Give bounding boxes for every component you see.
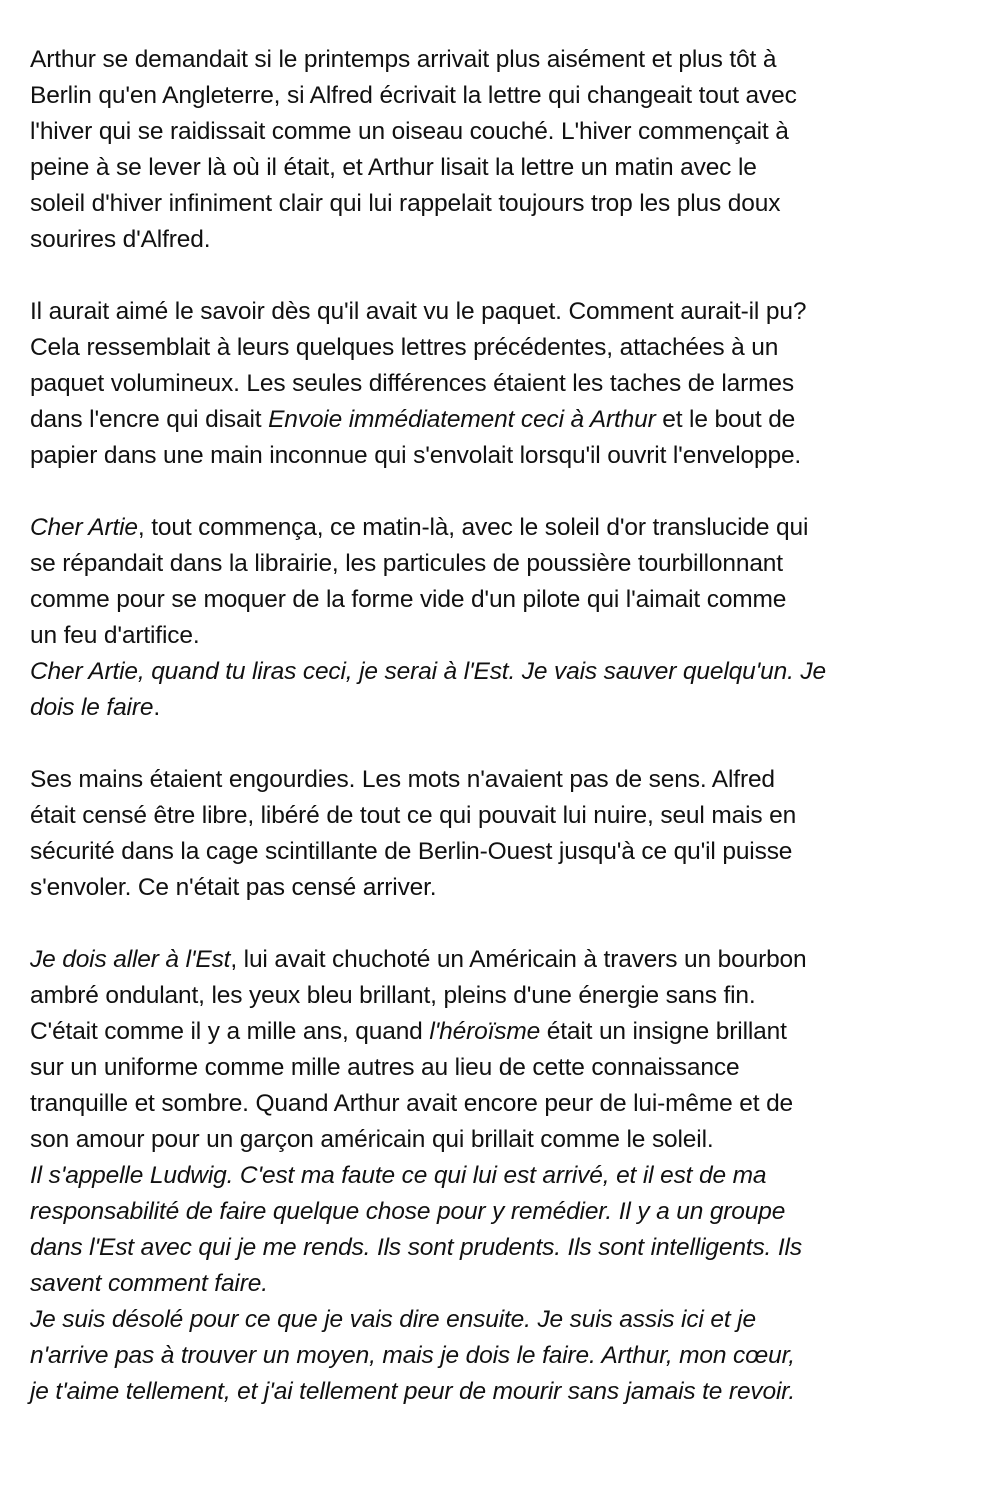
- paragraph-spacer: [30, 726, 975, 762]
- text-line: Berlin qu'en Angleterre, si Alfred écrivait la lettre qui changeait tout avec: [30, 82, 797, 109]
- text-line: l'hiver qui se raidissait comme un oiseau couché. L'hiver commençait à: [30, 118, 789, 145]
- paragraph-4: [30, 762, 975, 906]
- italic-word: l'héroïsme: [429, 1018, 541, 1045]
- letter-line: savent comment faire.: [30, 1270, 268, 1297]
- text-line: [30, 510, 975, 546]
- text-line: son amour pour un garçon américain qui brillait comme le soleil.: [30, 1126, 714, 1153]
- text-line: [30, 402, 975, 438]
- text-line: un feu d'artifice.: [30, 622, 200, 649]
- italic-quote: Envoie immédiatement ceci à Arthur: [268, 406, 656, 433]
- letter-line: Il s'appelle Ludwig. C'est ma faute ce qui lui est arrivé, et il est de ma: [30, 1162, 767, 1189]
- text-line: sécurité dans la cage scintillante de Berlin-Ouest jusqu'à ce qu'il puisse: [30, 838, 793, 865]
- letter-line: dans l'Est avec qui je me rends. Ils sont prudents. Ils sont intelligents. Ils: [30, 1234, 802, 1261]
- text-line: sourires d'Alfred.: [30, 226, 211, 253]
- text-line: paquet volumineux. Les seules différences étaient les taches de larmes: [30, 370, 794, 397]
- text-run: , lui avait chuchoté un Américain à travers un bourbon: [230, 946, 807, 973]
- italic-salutation: Cher Artie: [30, 514, 138, 541]
- text-line: tranquille et sombre. Quand Arthur avait encore peur de lui-même et de: [30, 1090, 794, 1117]
- text-line: Cela ressemblait à leurs quelques lettres précédentes, attachées à un: [30, 334, 779, 361]
- paragraph-spacer: [30, 906, 975, 942]
- letter-line: [30, 690, 975, 726]
- text-line: s'envoler. Ce n'était pas censé arriver.: [30, 874, 437, 901]
- text-line: Ses mains étaient engourdies. Les mots n'avaient pas de sens. Alfred: [30, 766, 775, 793]
- text-line: Il aurait aimé le savoir dès qu'il avait vu le paquet. Comment aurait-il pu?: [30, 298, 807, 325]
- document-page: [30, 42, 975, 1410]
- letter-line: je t'aime tellement, et j'ai tellement peur de mourir sans jamais te revoir.: [30, 1378, 796, 1405]
- paragraph-3: [30, 510, 975, 726]
- paragraph-2: [30, 294, 975, 474]
- paragraph-spacer: [30, 474, 975, 510]
- text-run: .: [153, 694, 161, 721]
- text-run: et le bout de: [655, 406, 796, 433]
- letter-line: responsabilité de faire quelque chose pour y remédier. Il y a un groupe: [30, 1198, 786, 1225]
- text-line: soleil d'hiver infiniment clair qui lui rappelait toujours trop les plus doux: [30, 190, 781, 217]
- letter-line: Cher Artie, quand tu liras ceci, je serai à l'Est. Je vais sauver quelqu'un. Je: [30, 658, 826, 685]
- text-line: [30, 942, 975, 978]
- paragraph-5: [30, 942, 975, 1410]
- text-run: dans l'encre qui disait: [30, 406, 269, 433]
- text-line: était censé être libre, libéré de tout ce qui pouvait lui nuire, seul mais en: [30, 802, 797, 829]
- italic-quote: Je dois aller à l'Est: [30, 946, 231, 973]
- letter-line: Je suis désolé pour ce que je vais dire ensuite. Je suis assis ici et je: [30, 1306, 756, 1333]
- text-line: papier dans une main inconnue qui s'envolait lorsqu'il ouvrit l'enveloppe.: [30, 442, 802, 469]
- text-line: sur un uniforme comme mille autres au lieu de cette connaissance: [30, 1054, 740, 1081]
- text-run: C'était comme il y a mille ans, quand: [30, 1018, 430, 1045]
- paragraph-1: [30, 42, 975, 258]
- text-line: ambré ondulant, les yeux bleu brillant, pleins d'une énergie sans fin.: [30, 982, 756, 1009]
- italic-run: dois le faire: [30, 694, 154, 721]
- text-line: peine à se lever là où il était, et Arthur lisait la lettre un matin avec le: [30, 154, 757, 181]
- text-line: se répandait dans la librairie, les particules de poussière tourbillonnant: [30, 550, 783, 577]
- text-run: était un insigne brillant: [540, 1018, 787, 1045]
- paragraph-spacer: [30, 258, 975, 294]
- text-line: comme pour se moquer de la forme vide d'un pilote qui l'aimait comme: [30, 586, 787, 613]
- text-line: [30, 1014, 975, 1050]
- text-run: , tout commença, ce matin-là, avec le soleil d'or translucide qui: [137, 514, 809, 541]
- text-line: Arthur se demandait si le printemps arrivait plus aisément et plus tôt à: [30, 46, 777, 73]
- letter-line: n'arrive pas à trouver un moyen, mais je dois le faire. Arthur, mon cœur,: [30, 1342, 795, 1369]
